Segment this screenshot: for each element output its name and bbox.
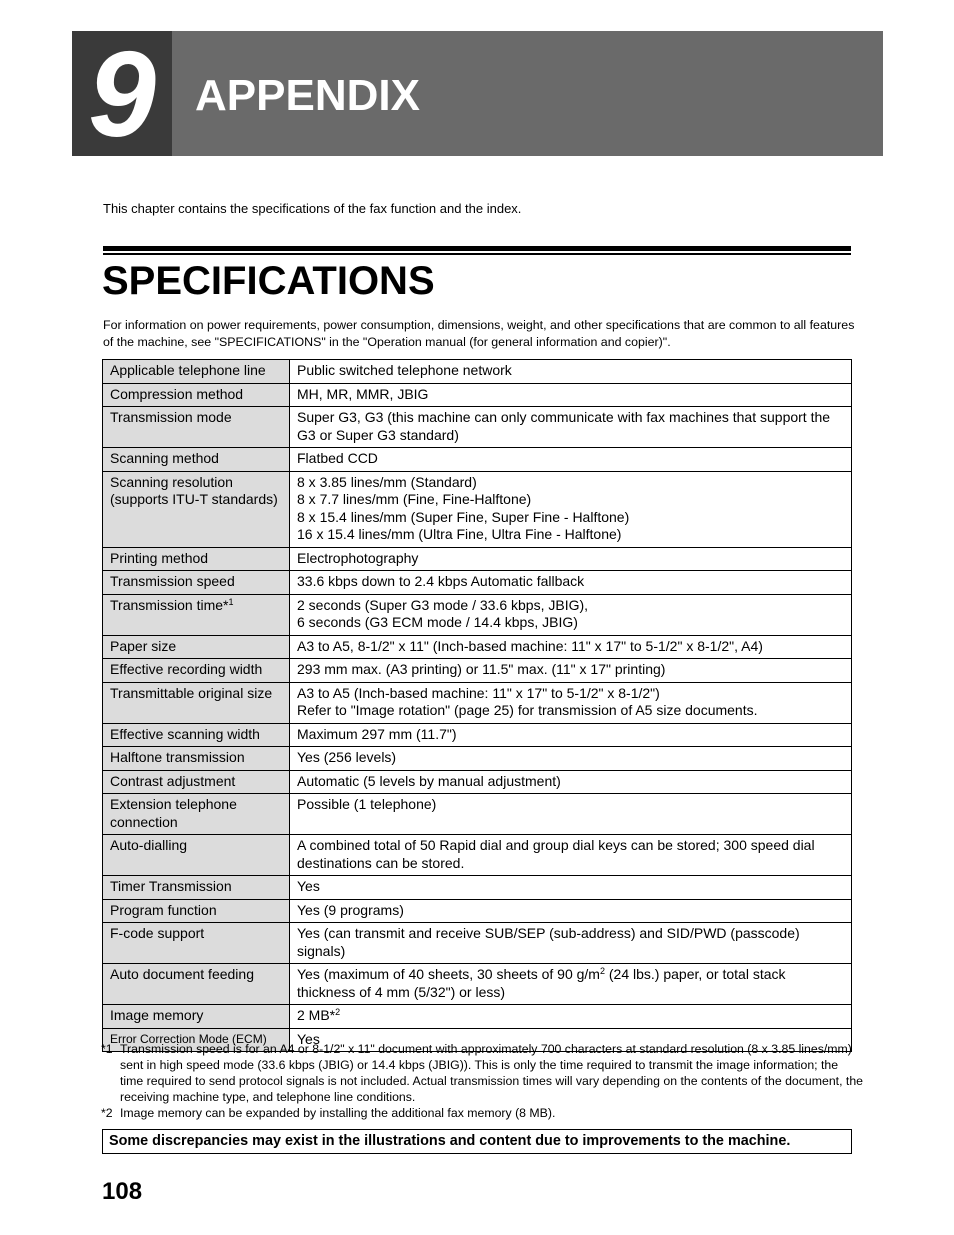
section-title: SPECIFICATIONS — [102, 259, 435, 303]
spec-value — [290, 594, 852, 635]
spec-label — [103, 747, 290, 771]
spec-value-line: MH, MR, MMR, JBIG — [297, 385, 429, 402]
spec-value-line: 33.6 kbps down to 2.4 kbps Automatic fallback — [297, 573, 585, 589]
spec-value-line: Possible (1 telephone) — [297, 796, 437, 812]
spec-value-line: Refer to "Image rotation" (page 25) for transmission of A5 size documents. — [297, 702, 758, 718]
spec-value — [290, 571, 852, 595]
spec-value-line: Yes — [297, 878, 320, 894]
spec-label-text: Paper size — [110, 637, 177, 654]
spec-row — [103, 835, 852, 876]
spec-value-line: Public switched telephone network — [297, 362, 512, 378]
spec-label — [103, 407, 290, 448]
spec-label-text: Extension telephone connection — [110, 796, 237, 830]
spec-label-text: Program function — [110, 901, 217, 918]
spec-row — [103, 571, 852, 595]
spec-value-line: 8 x 15.4 lines/mm (Super Fine, Super Fine - Halftone) — [297, 508, 630, 525]
spec-label-text: Image memory — [110, 1007, 204, 1023]
spec-label — [103, 876, 290, 900]
spec-label-text: Transmission mode — [110, 409, 232, 425]
spec-label — [103, 571, 290, 595]
spec-row — [103, 964, 852, 1005]
spec-value — [290, 383, 852, 407]
spec-label — [103, 723, 290, 747]
spec-value-line: Automatic (5 levels by manual adjustment) — [297, 772, 561, 789]
spec-label — [103, 770, 290, 794]
spec-row — [103, 1005, 852, 1029]
page-number: 108 — [102, 1178, 143, 1205]
footnotes — [103, 1041, 863, 1121]
spec-value-line: A3 to A5 (Inch-based machine: 11" x 17" to 5-1/2" x 8-1/2") — [297, 684, 660, 701]
footnote — [103, 1105, 863, 1121]
spec-label-text: Contrast adjustment — [110, 772, 236, 789]
spec-label-text: Transmission speed — [110, 573, 235, 589]
spec-row — [103, 594, 852, 635]
spec-value — [290, 770, 852, 794]
spec-value-line: 2 seconds (Super G3 mode / 33.6 kbps, JBIG), — [297, 596, 589, 613]
spec-label-text: F-code support — [110, 925, 205, 941]
spec-row — [103, 383, 852, 407]
spec-value — [290, 659, 852, 683]
spec-label-text: Scanning method — [110, 450, 219, 466]
spec-label-text: Transmittable original size — [110, 684, 273, 701]
spec-row — [103, 747, 852, 771]
improvement-notice: Some discrepancies may exist in the illustrations and content due to improvements to the machine. — [102, 1129, 852, 1154]
spec-label-text: Effective scanning width — [110, 725, 260, 742]
spec-value — [290, 682, 852, 723]
specifications-table-body — [103, 360, 852, 1052]
section-lead: For information on power requirements, power consumption, dimensions, weight, and other specifications that are common to all features of the machine, see "SPECIFICATIONS" in the "Operation manual (for general information and copier)". — [103, 318, 855, 349]
spec-value-line: Yes (can transmit and receive SUB/SEP (sub-address) and SID/PWD (passcode) signals) — [297, 925, 800, 959]
spec-label — [103, 547, 290, 571]
spec-row — [103, 471, 852, 547]
spec-label — [103, 659, 290, 683]
spec-label-text: Compression method — [110, 385, 244, 402]
spec-value-line: Yes — [297, 1030, 320, 1047]
spec-value-line: Yes (9 programs) — [297, 901, 404, 918]
spec-label — [103, 835, 290, 876]
superscript: 2 — [599, 966, 605, 976]
spec-value — [290, 899, 852, 923]
spec-value — [290, 635, 852, 659]
spec-value — [290, 876, 852, 900]
chapter-title: APPENDIX — [195, 71, 420, 120]
spec-value — [290, 723, 852, 747]
spec-value — [290, 794, 852, 835]
spec-label-text: Halftone transmission — [110, 749, 245, 765]
spec-value-line: Electrophotography — [297, 549, 419, 566]
footnote-ref: 1 — [228, 596, 234, 607]
footnote-text: Image memory can be expanded by installing the additional fax memory (8 MB). — [120, 1106, 556, 1120]
spec-label-text: Timer Transmission — [110, 878, 232, 894]
spec-label-text: Transmission time* — [110, 596, 229, 613]
spec-row — [103, 635, 852, 659]
spec-value — [290, 360, 852, 384]
spec-value-line: A3 to A5, 8-1/2" x 11" (Inch-based machine: 11" x 17" to 5-1/2" x 8-1/2", A4) — [297, 637, 763, 654]
spec-row — [103, 407, 852, 448]
chapter-banner — [72, 31, 883, 156]
spec-value-line: 8 x 3.85 lines/mm (Standard) — [297, 473, 477, 490]
spec-value-line: Super G3, G3 (this machine can only communicate with fax machines that support the G3 or Super G3 standard) — [297, 409, 831, 443]
spec-value — [290, 835, 852, 876]
spec-label — [103, 794, 290, 835]
spec-value-line: 16 x 15.4 lines/mm (Ultra Fine, Ultra Fine - Halftone) — [297, 526, 622, 542]
spec-row — [103, 770, 852, 794]
spec-label — [103, 635, 290, 659]
specifications-table — [102, 359, 852, 1052]
spec-value-text: 2 MB* — [297, 1007, 336, 1023]
spec-value — [290, 1005, 852, 1029]
spec-row — [103, 794, 852, 835]
footnote-text: Transmission speed is for an A4 or 8-1/2" x 11" document with approximately 700 characters at standard resolution (8 x 3.85 lines/mm) sent in high speed mode (33.6 kbps (JBIG) or 14.4 kbps (JBIG)). This is only the time required to transmit the image information; the time required to send protocol signals is not included. Actual transmission times will vary depending on the contents of the document, the receiving machine type, and telephone line conditions. — [120, 1042, 864, 1104]
spec-label — [103, 594, 290, 635]
spec-row — [103, 899, 852, 923]
spec-value — [290, 547, 852, 571]
spec-row — [103, 923, 852, 964]
footnote-mark: *1 — [101, 1042, 113, 1056]
spec-value — [290, 964, 852, 1005]
spec-label-text: Auto document feeding — [110, 966, 254, 982]
footnote-mark: *2 — [101, 1106, 113, 1120]
spec-value-line: 6 seconds (G3 ECM mode / 14.4 kbps, JBIG) — [297, 614, 578, 630]
spec-value — [290, 471, 852, 547]
spec-label — [103, 383, 290, 407]
spec-value — [290, 923, 852, 964]
spec-label — [103, 471, 290, 547]
superscript: 2 — [335, 1007, 341, 1017]
spec-value-text: (24 lbs.) paper, or total stack thickness of 4 mm (5/32") or less) — [297, 966, 786, 1000]
chapter-number: 9 — [88, 31, 156, 156]
spec-label-text: Error Correction Mode (ECM) — [110, 1031, 267, 1046]
spec-label — [103, 1005, 290, 1029]
spec-label — [103, 899, 290, 923]
section-rule — [103, 246, 851, 251]
spec-row — [103, 659, 852, 683]
spec-value — [290, 747, 852, 771]
spec-label-text: Applicable telephone line — [110, 362, 266, 378]
spec-value-line: A combined total of 50 Rapid dial and group dial keys can be stored; 300 speed dial destinations can be stored. — [297, 837, 815, 871]
spec-value-text: Yes (maximum of 40 sheets, 30 sheets of 90 g/m — [297, 966, 600, 982]
chapter-number-box — [72, 31, 172, 156]
spec-row — [103, 876, 852, 900]
spec-label — [103, 964, 290, 1005]
spec-value-line: Maximum 297 mm (11.7") — [297, 725, 457, 742]
spec-label — [103, 682, 290, 723]
spec-label — [103, 923, 290, 964]
spec-label-text: Effective recording width — [110, 661, 263, 677]
spec-row — [103, 547, 852, 571]
spec-row — [103, 360, 852, 384]
spec-value — [290, 448, 852, 472]
spec-label-text: Printing method — [110, 549, 209, 566]
chapter-intro: This chapter contains the specifications of the fax function and the index. — [103, 201, 522, 216]
spec-value-line: Flatbed CCD — [297, 450, 378, 466]
spec-label — [103, 360, 290, 384]
spec-row — [103, 682, 852, 723]
spec-label-text: Scanning resolution (supports ITU-T standards) — [110, 473, 278, 507]
spec-value — [290, 407, 852, 448]
spec-value-line: 8 x 7.7 lines/mm (Fine, Fine-Halftone) — [297, 491, 532, 507]
spec-value-line: Yes (256 levels) — [297, 749, 397, 765]
spec-row — [103, 723, 852, 747]
spec-value-line: 293 mm max. (A3 printing) or 11.5" max. (11" x 17" printing) — [297, 661, 666, 677]
spec-row — [103, 448, 852, 472]
spec-label-text: Auto-dialling — [110, 837, 188, 853]
spec-label — [103, 448, 290, 472]
footnote — [103, 1041, 863, 1105]
section-rule-thin — [103, 253, 851, 255]
